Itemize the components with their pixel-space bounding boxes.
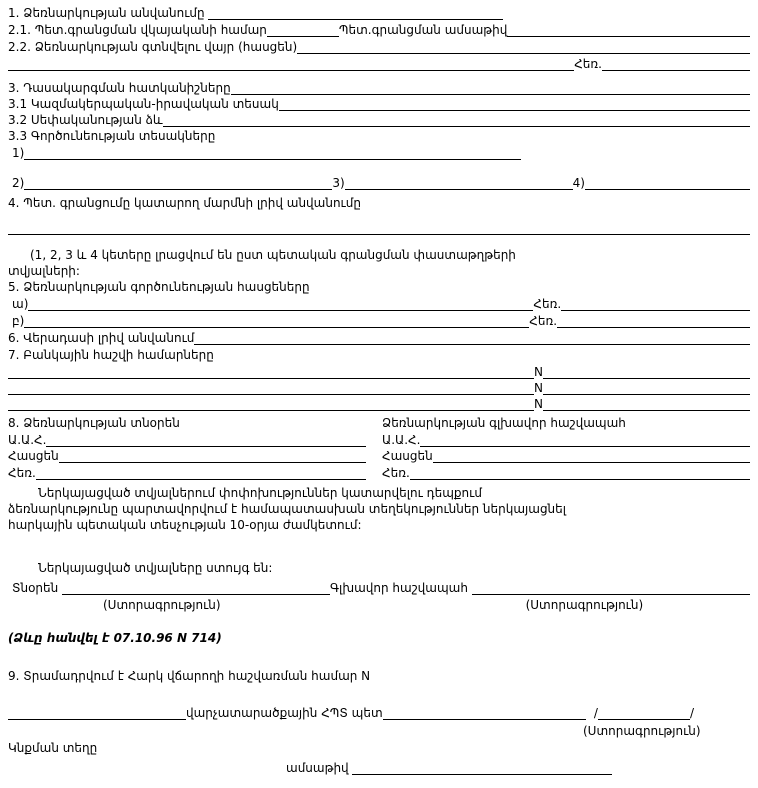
director-signature-blank[interactable]: [62, 583, 330, 595]
accountant-title: Ձեռնարկության գլխավոր հաշվապահ: [382, 416, 626, 430]
row-officials-titles: [8, 416, 750, 430]
row-removed-note: [8, 631, 750, 645]
bank-accounts-label: 7. Բանկային հաշվի համարները: [8, 348, 214, 362]
director-address-col: [8, 449, 382, 463]
bank-1-name-blank[interactable]: [8, 367, 534, 379]
official-name-blank[interactable]: [383, 708, 586, 720]
row-officials-tels: [8, 466, 750, 480]
bank-1-number-blank[interactable]: [543, 367, 750, 379]
removed-note: (Ձևը հանվել է 07.10.96 N 714): [8, 631, 222, 645]
bank-2-number-blank[interactable]: [543, 383, 750, 395]
activity-2-label: 2): [12, 176, 25, 190]
row-date: [8, 761, 750, 775]
row-bank-account-1: [8, 365, 750, 379]
reg-date-blank[interactable]: [507, 25, 750, 37]
bank-2-name-blank[interactable]: [8, 383, 534, 395]
row-enterprise-name: [8, 6, 750, 20]
row-address: [8, 40, 750, 54]
director-address-blank[interactable]: [59, 451, 366, 463]
address-b-label: բ): [12, 314, 25, 328]
accountant-address-col: [382, 449, 750, 463]
director-title-col: [8, 416, 382, 430]
activity-1-label: 1): [12, 146, 25, 160]
row-activity-types: [8, 129, 750, 143]
bank-3-name-blank[interactable]: [8, 399, 534, 411]
address-cont-blank[interactable]: [8, 59, 574, 71]
director-tel-col: [8, 466, 382, 480]
accountant-name-col: [382, 433, 750, 447]
activity-3-label: 3): [332, 176, 345, 190]
bank-2-n-label: N: [534, 381, 543, 395]
superior-blank[interactable]: [194, 333, 750, 345]
enterprise-name-label: 1. Ձեռնարկության անվանումը: [8, 6, 209, 20]
taxpayer-number-blank[interactable]: [8, 708, 186, 720]
taxpayer-number-label: 9. Տրամադրվում է Հարկ վճարողի հաշվառման համար N: [8, 669, 371, 683]
address-blank[interactable]: [297, 42, 750, 54]
ownership-label: 3.2 Սեփականության ձև: [8, 113, 163, 127]
slash-close: /: [689, 706, 694, 720]
row-superior: [8, 331, 750, 345]
director-name-blank[interactable]: [46, 435, 366, 447]
address-b-blank[interactable]: [24, 316, 529, 328]
accountant-name-blank[interactable]: [420, 435, 750, 447]
address-b-tel-blank[interactable]: [557, 316, 750, 328]
row-classification: [8, 81, 750, 95]
registering-body-blank[interactable]: [8, 223, 750, 235]
row-obligation-2: [8, 502, 750, 516]
reg-date-label: Պետ.գրանցման ամսաթիվ: [338, 23, 508, 37]
row-official-signature: [8, 706, 750, 720]
accountant-tel-label: Հեռ.: [382, 466, 410, 480]
address-tel-blank[interactable]: [602, 59, 750, 71]
signature-caption-accountant: (Ստորագրություն): [525, 598, 644, 612]
enterprise-name-blank[interactable]: [208, 8, 503, 20]
row-registering-body: [8, 196, 750, 210]
ownership-blank[interactable]: [163, 115, 750, 127]
row-registration-cert: [8, 23, 750, 37]
accountant-name-label: Ա.Ա.Հ.: [382, 433, 421, 447]
row-bank-accounts: [8, 348, 750, 362]
row-accuracy-note: [8, 561, 750, 575]
accountant-tel-col: [382, 466, 750, 480]
accountant-address-blank[interactable]: [433, 451, 750, 463]
activity-addresses-label: 5. Ձեռնարկության գործունեության հասցեները: [8, 280, 310, 294]
row-seal: [8, 741, 750, 755]
director-tel-blank[interactable]: [36, 468, 366, 480]
director-name-label: Ա.Ա.Հ.: [8, 433, 47, 447]
row-note-registration-1: [8, 248, 750, 262]
director-sign-label: Տնօրեն: [12, 581, 63, 595]
director-tel-label: Հեռ.: [8, 466, 36, 480]
accuracy-note: Ներկայացված տվյալները ստույգ են:: [38, 561, 273, 575]
activity-4-blank[interactable]: [585, 178, 750, 190]
row-obligation-3: [8, 518, 750, 532]
row-signature-captions: [8, 598, 750, 612]
accountant-sign-label: Գլխավոր հաշվապահ: [330, 581, 472, 595]
note-registration-line1: (1, 2, 3 և 4 կետերը լրացվում են ըստ պետական գրանցման փաստաթղթերի: [30, 248, 516, 262]
obligation-line2: ձեռնարկությունը պարտավորվում է համապատասխան տեղեկություններ ներկայացնել: [8, 502, 567, 516]
row-officials-names: [8, 433, 750, 447]
seal-label: Կնքման տեղը: [8, 741, 98, 755]
obligation-line3: հարկային պետական տեսչության 10-օրյա ժամկետում:: [8, 518, 362, 532]
activity-1-blank[interactable]: [24, 148, 521, 160]
director-title: 8. Ձեռնարկության տնօրեն: [8, 416, 180, 430]
accountant-address-label: Հասցեն: [382, 449, 433, 463]
address-a-tel-label: Հեռ.: [533, 297, 562, 311]
row-activity-addresses: [8, 280, 750, 294]
date-label: ամսաթիվ: [286, 761, 353, 775]
accountant-tel-blank[interactable]: [410, 468, 750, 480]
address-a-label: ա): [12, 297, 29, 311]
row-activity-address-b: [8, 314, 750, 328]
row-activity-234: [8, 176, 750, 190]
director-name-col: [8, 433, 382, 447]
address-b-tel-label: Հեռ.: [529, 314, 558, 328]
address-tel-label: Հեռ.: [574, 57, 602, 71]
activity-3-blank[interactable]: [345, 178, 573, 190]
reg-cert-number-label: 2.1. Պետ.գրանցման վկայականի համար: [8, 23, 267, 37]
accountant-title-col: [382, 416, 750, 430]
row-officials-addresses: [8, 449, 750, 463]
row-registering-body-blank: [8, 221, 750, 235]
classification-label: 3. Դասակարգման հատկանիշները: [8, 81, 231, 95]
obligation-line1: Ներկայացված տվյալներում փոփոխություններ կատարվելու դեպքում: [38, 486, 482, 500]
bank-1-n-label: N: [534, 365, 543, 379]
superior-label: 6. Վերադասի լրիվ անվանում: [8, 331, 195, 345]
director-address-label: Հասցեն: [8, 449, 59, 463]
bank-3-number-blank[interactable]: [543, 399, 750, 411]
row-official-signature-caption: [8, 724, 750, 738]
row-address-cont: [8, 57, 750, 71]
activity-types-label: 3.3 Գործունեության տեսակները: [8, 129, 216, 143]
legal-type-label: 3.1 Կազմակերպական-իրավական տեսակ: [8, 97, 279, 111]
signature-caption-official: (Ստորագրություն): [583, 724, 701, 738]
row-obligation-1: [8, 486, 750, 500]
row-legal-type: [8, 97, 750, 111]
accountant-signature-blank[interactable]: [472, 583, 750, 595]
row-signatures: [8, 581, 750, 595]
slash-open: /: [593, 706, 598, 720]
row-taxpayer-number: [8, 669, 750, 683]
address-a-blank[interactable]: [28, 299, 533, 311]
signature-caption-director: (Ստորագրություն): [103, 598, 221, 612]
row-bank-account-3: [8, 397, 750, 411]
bank-3-n-label: N: [534, 397, 543, 411]
official-label: վարչատարածքային ՀՊՏ պետ: [186, 706, 383, 720]
classification-blank[interactable]: [231, 83, 750, 95]
row-ownership: [8, 113, 750, 127]
date-blank[interactable]: [352, 763, 612, 775]
row-note-registration-2: [8, 264, 750, 278]
row-activity-1: [8, 146, 750, 160]
reg-cert-number-blank[interactable]: [267, 25, 339, 37]
activity-4-label: 4): [572, 176, 585, 190]
registering-body-label: 4. Պետ. գրանցումը կատարող մարմնի լրիվ անվանումը: [8, 196, 361, 210]
activity-2-blank[interactable]: [24, 178, 332, 190]
official-signature-blank[interactable]: [598, 708, 690, 720]
row-bank-account-2: [8, 381, 750, 395]
address-label: 2.2. Ձեռնարկության գտնվելու վայր (հասցեն): [8, 40, 298, 54]
note-registration-line2: տվյալների:: [8, 264, 80, 278]
row-activity-address-a: [8, 297, 750, 311]
legal-type-blank[interactable]: [279, 99, 750, 111]
address-a-tel-blank[interactable]: [561, 299, 750, 311]
